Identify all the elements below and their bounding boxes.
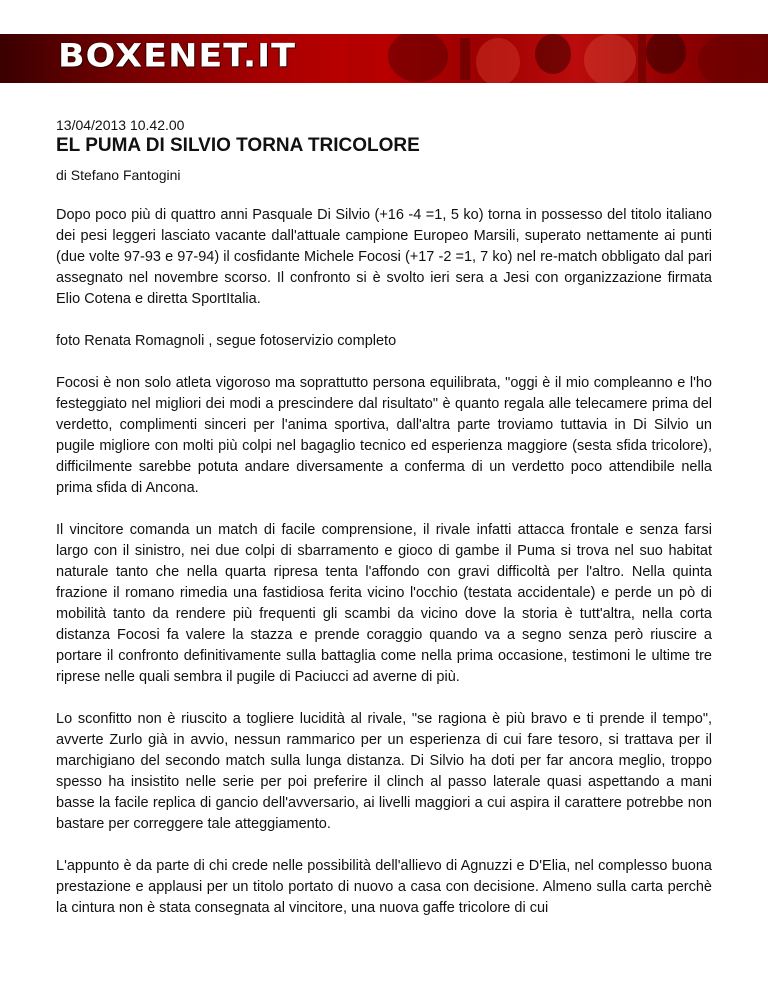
- boxers-photo-strip: [348, 34, 768, 83]
- site-logo[interactable]: BOXENET.IT: [58, 38, 297, 75]
- article-paragraph: Il vincitore comanda un match di facile comprensione, il rivale infatti attacca frontale e senza farsi largo con il sinistro, nei due colpi di sbarramento e gioco di gambe il Puma si trova nel suo habitat naturale tanto che nella quarta ripresa tenta l'affondo con gravi difficoltà per l'altro. Nella quinta frazione il romano rimedia una fastidiosa ferita vicino l'occhio (testata accidentale) e perde un pò di mobilità tanto da rendere più frequenti gli scambi da vicino dove la storia è tutt'altra, nella corta distanza Focosi fa valere la stazza e prende coraggio quando va a segno senza però riuscire a portare il confronto definitivamente sulla battaglia come nella prima occasione, testimoni le ultime tre riprese nelle quali sembra il pugile di Paciucci ad averne di più.: [56, 522, 712, 685]
- article-paragraph: Lo sconfitto non è riuscito a togliere lucidità al rivale, "se ragiona è più bravo e ti prende il tempo", avverte Zurlo già in avvio, nessun rammarico per un esperienza di cui fare tesoro, si trattava per il marchigiano del secondo match sulla lunga distanza. Di Silvio ha doti per far ancora meglio, troppo spesso ha insistito nelle serie per poi preferire il clinch al passo laterale quasi aspettando a mani basse la facile replica di gancio dell'avversario, ai livelli maggiori a cui aspira il carattere potrebbe non bastare per correggere tale atteggiamento.: [56, 711, 712, 832]
- site-banner: [0, 34, 768, 83]
- article-title: EL PUMA DI SILVIO TORNA TRICOLORE: [56, 135, 420, 156]
- photo-credit: foto Renata Romagnoli , segue fotoservizio completo: [56, 333, 397, 349]
- article-date: 13/04/2013 10.42.00: [56, 117, 185, 133]
- article-paragraph: Dopo poco più di quattro anni Pasquale Di Silvio (+16 -4 =1, 5 ko) torna in possesso del titolo italiano dei pesi leggeri lasciato vacante dall'attuale campione Europeo Marsili, superato nettamente ai punti (due volte 97-93 e 97-94) il cosfidante Michele Focosi (+17 -2 =1, 7 ko) nel re-match obbligato dal pari assegnato nel novembre scorso. Il confronto si è svolto ieri sera a Jesi con organizzazione firmata Elio Cotena e diretta SportItalia.: [56, 207, 712, 307]
- article-paragraph: L'appunto è da parte di chi crede nelle possibilità dell'allievo di Agnuzzi e D'Elia, nel complesso buona prestazione e applausi per un titolo portato di nuovo a casa con decisione. Almeno sulla carta perchè la cintura non è stata consegnata al vincitore, una nuova gaffe tricolore di cui: [56, 858, 712, 916]
- article-byline: di Stefano Fantogini: [56, 167, 181, 183]
- article-paragraph: Focosi è non solo atleta vigoroso ma soprattutto persona equilibrata, "oggi è il mio compleanno e l'ho festeggiato nel migliori dei modi a prescindere dal risultato" è quanto regala alle telecamere prima del verdetto, complimenti sinceri per l'anima sportiva, dall'altra parte troviamo tuttavia in Di Silvio un pugile migliore con molti più colpi nel bagaglio tecnico ed esperienza maggiore (sesta sfida tricolore), difficilmente sarebbe potuta andare diversamente a conferma di un verdetto poco attendibile nella prima sfida di Ancona.: [56, 375, 712, 496]
- article-body: [56, 205, 712, 940]
